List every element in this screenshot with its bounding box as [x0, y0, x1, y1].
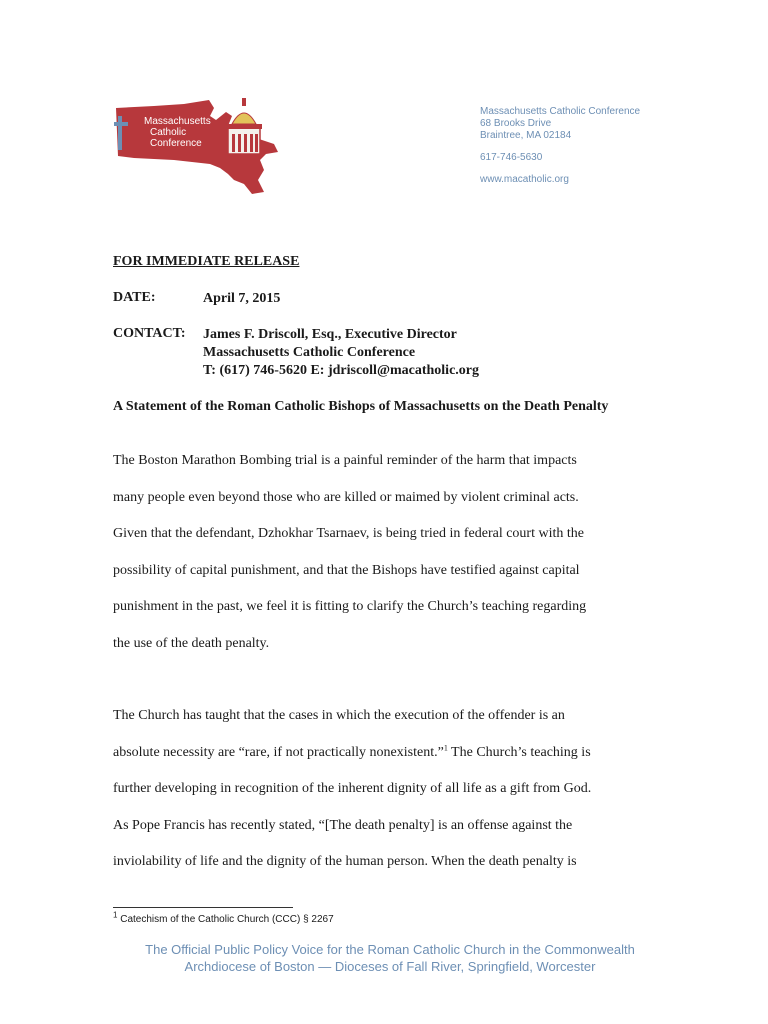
text-span: absolute necessity are “rare, if not practically nonexistent.” — [113, 744, 444, 760]
logo-word: Catholic — [150, 127, 187, 138]
release-heading: FOR IMMEDIATE RELEASE — [113, 254, 300, 269]
text-line: further developing in recognition of the inherent dignity of all life as a gift from God. — [113, 781, 592, 797]
logo-wordmark — [144, 116, 264, 149]
text-span: The Church’s teaching is — [447, 744, 591, 760]
footnote-text: Catechism of the Catholic Church (CCC) § 2267 — [117, 914, 334, 925]
city-address: Braintree, MA 02184 — [480, 130, 572, 141]
footnote-marker: 1 — [113, 910, 118, 920]
text-line: many people even beyond those who are killed or maimed by violent criminal acts. — [113, 489, 579, 505]
street-address: 68 Brooks Drive — [480, 118, 552, 129]
logo-word: Massachusetts — [144, 116, 211, 127]
footnote — [113, 910, 334, 925]
org-phone: 617-746-5630 — [480, 152, 543, 163]
text-line: Given that the defendant, Dzhokhar Tsarnaev, is being tried in federal court with the — [113, 526, 584, 542]
text-line: possibility of capital punishment, and that the Bishops have testified against capital — [113, 562, 580, 578]
contact-details — [203, 326, 479, 380]
text-line — [113, 735, 658, 772]
org-website[interactable]: www.macatholic.org — [480, 174, 569, 185]
text-line: punishment in the past, we feel it is fitting to clarify the Church’s teaching regarding — [113, 599, 587, 615]
paragraph-2 — [113, 698, 658, 881]
logo-word: Conference — [150, 138, 202, 149]
contact-name: James F. Driscoll, Esq., Executive Director — [203, 327, 457, 342]
contact-org: Massachusetts Catholic Conference — [203, 345, 416, 360]
statement-title: A Statement of the Roman Catholic Bishops of Massachusetts on the Death Penalty — [113, 399, 609, 414]
footnote-divider — [113, 907, 293, 908]
footnote-ref[interactable]: 1 — [443, 742, 448, 752]
text-line: the use of the death penalty. — [113, 635, 270, 651]
text-line: The Boston Marathon Bombing trial is a painful reminder of the harm that impacts — [113, 453, 577, 468]
letterhead-address — [480, 106, 640, 186]
footer-line-2: Archdiocese of Boston — Dioceses of Fall River, Springfield, Worcester — [184, 959, 596, 974]
date-value: April 7, 2015 — [203, 291, 281, 306]
paragraph-1 — [113, 443, 658, 663]
org-name: Massachusetts Catholic Conference — [480, 106, 641, 117]
contact-label: CONTACT: — [113, 326, 186, 341]
footer-line-1: The Official Public Policy Voice for the Roman Catholic Church in the Commonwealth — [145, 942, 635, 957]
text-line: As Pope Francis has recently stated, “[The death penalty] is an offense against the — [113, 817, 573, 833]
page-footer — [0, 941, 768, 975]
text-line: inviolability of life and the dignity of the human person. When the death penalty is — [113, 854, 577, 870]
date-label: DATE: — [113, 290, 156, 305]
text-line: The Church has taught that the cases in which the execution of the offender is an — [113, 708, 565, 723]
conference-logo — [114, 94, 282, 198]
contact-phone-email: T: (617) 746-5620 E: jdriscoll@macatholic.org — [203, 363, 479, 378]
